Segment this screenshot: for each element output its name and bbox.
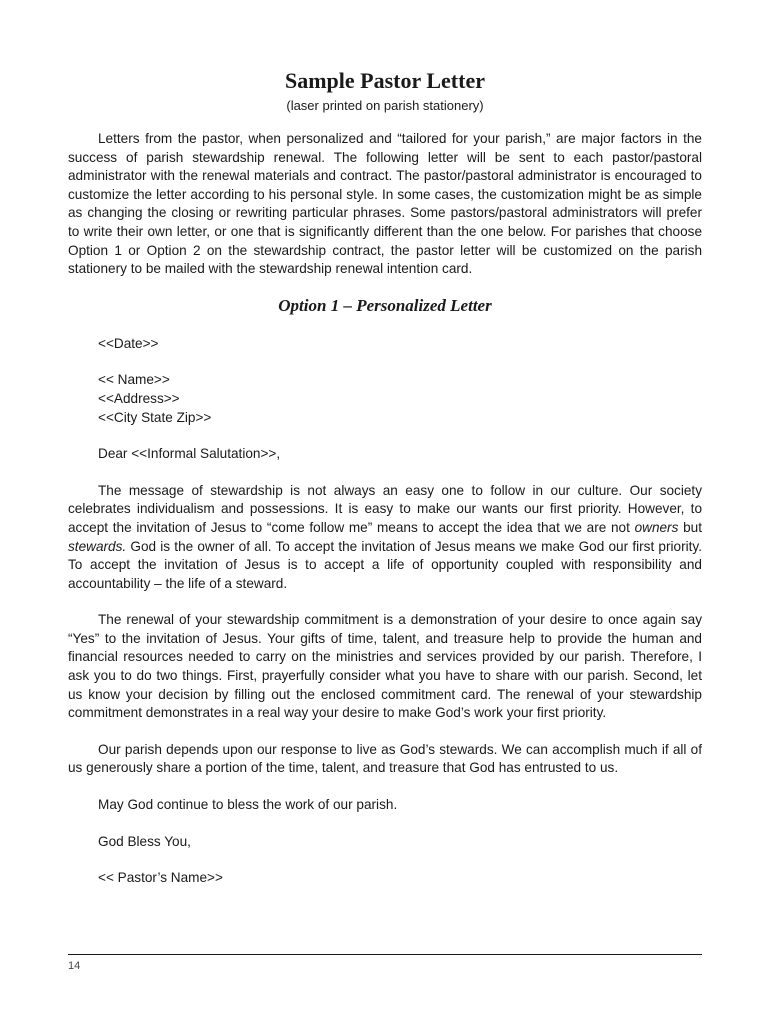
document-page xyxy=(68,66,702,888)
footer-divider xyxy=(68,954,702,955)
letter-body xyxy=(68,335,702,888)
letter-paragraph-1-emphasis-owners: owners xyxy=(634,519,679,535)
letter-recipient-address: <<Address>> xyxy=(98,390,180,406)
page-number: 14 xyxy=(68,960,81,972)
letter-paragraph-4: May God continue to bless the work of our parish. xyxy=(98,797,398,813)
letter-paragraph-1-text-b: but xyxy=(678,519,702,535)
letter-recipient-name: << Name>> xyxy=(98,372,170,388)
letter-salutation: Dear <<Informal Salutation>>, xyxy=(98,446,281,462)
option-heading: Option 1 – Personalized Letter xyxy=(278,295,492,315)
letter-recipient-city-state-zip: <<City State Zip>> xyxy=(98,409,212,425)
page-title: Sample Pastor Letter xyxy=(285,68,485,93)
letter-signature: << Pastor’s Name>> xyxy=(98,870,223,886)
letter-paragraph-1 xyxy=(68,482,702,594)
page-subtitle: (laser printed on parish stationery) xyxy=(286,98,484,113)
intro-paragraph: Letters from the pastor, when personalized and “tailored for your parish,” are major factors in the success of parish stewardship renewal. The following letter will be sent to each pastor/pastoral administrator with the renewal materials and contract. The pastor/pastoral administrator is encouraged to customize the letter according to his personal style. In some cases, the customization might be as simple as changing the closing or rewriting particular phrases. Some pastors/pastoral administrators will prefer to write their own letter, or one that is significantly different than the one below. For parishes that choose Option 1 or Option 2 on the stewardship contract, the pastor letter will be customized on the parish stationery to be mailed with the stewardship renewal intention card. xyxy=(68,131,702,277)
letter-date: <<Date>> xyxy=(98,335,159,351)
letter-paragraph-3: Our parish depends upon our response to live as God’s stewards. We can accomplish much if all of us generously share a portion of the time, talent, and treasure that God has entrusted to us. xyxy=(68,741,702,776)
letter-closing: God Bless You, xyxy=(98,833,191,849)
letter-paragraph-1-emphasis-stewards: stewards. xyxy=(68,538,127,554)
letter-paragraph-1-text-a: The message of stewardship is not always an easy one to follow in our culture. Our society celebrates individualism and possessions. It is easy to make our wants our first priority. However, to accept the invitation of Jesus to “come follow me” means to accept the idea that we are not xyxy=(68,482,702,535)
letter-paragraph-1-text-c: God is the owner of all. To accept the invitation of Jesus means we make God our first priority. To accept the invitation of Jesus is to accept a life of opportunity coupled with responsibility and accountability – the life of a steward. xyxy=(68,538,702,591)
letter-paragraph-2: The renewal of your stewardship commitment is a demonstration of your desire to once again say “Yes” to the invitation of Jesus. Your gifts of time, talent, and treasure help to provide the human and financial resources needed to carry on the ministries and services provided by our parish. Therefore, I ask you to do two things. First, prayerfully consider what you have to share with our parish. Second, let us know your decision by filling out the enclosed commitment card. The renewal of your stewardship commitment demonstrates in a real way your desire to make God’s work your first priority. xyxy=(68,612,702,721)
